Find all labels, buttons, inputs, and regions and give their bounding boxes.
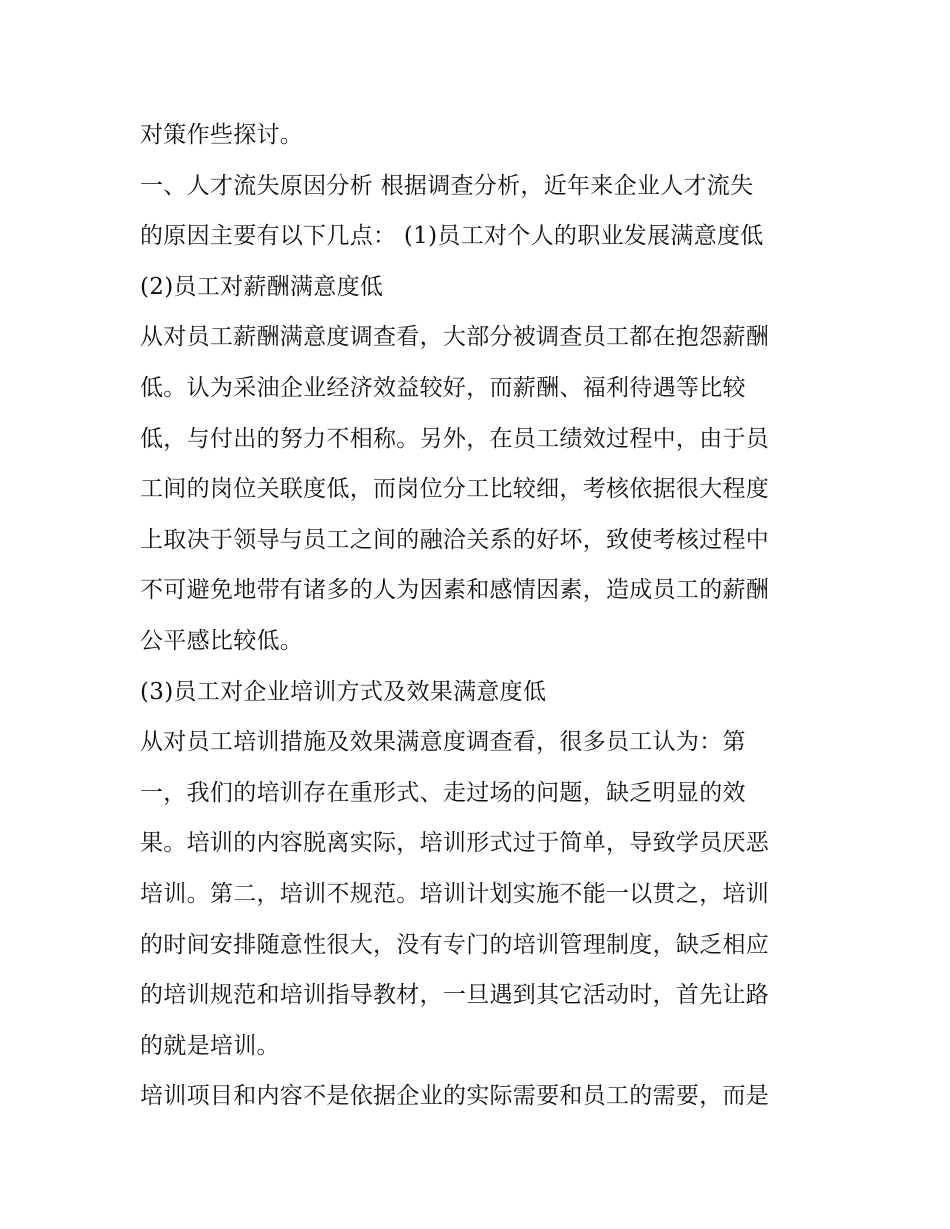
text-line: 低，与付出的努力不相称。另外，在员工绩效过程中，由于员 — [140, 425, 770, 452]
text-line: (3)员工对企业培训方式及效果满意度低 — [140, 678, 547, 705]
text-line: 对策作些探讨。 — [140, 122, 304, 148]
text-line: 一、人才流失原因分析 根据调查分析，近年来企业人才流失 — [140, 172, 754, 199]
text-line: 从对员工薪酬满意度调查看，大部分被调查员工都在抱怨薪酬 — [140, 324, 770, 351]
text-line: 低。认为采油企业经济效益较好，而薪酬、福利待遇等比较 — [140, 374, 746, 401]
text-line: 的时间安排随意性很大，没有专门的培训管理制度，缺乏相应 — [140, 931, 770, 958]
text-line: 的原因主要有以下几点： (1)员工对个人的职业发展满意度低 — [140, 223, 764, 250]
text-line: 上取决于领导与员工之间的融洽关系的好坏，致使考核过程中 — [140, 526, 770, 553]
text-line: 公平感比较低。 — [140, 627, 304, 654]
text-line: 一，我们的培训存在重形式、走过场的问题，缺乏明显的效 — [140, 779, 746, 806]
text-line: 不可避免地带有诸多的人为因素和感情因素，造成员工的薪酬 — [140, 577, 770, 604]
text-line: 的就是培训。 — [140, 1032, 280, 1059]
text-line: 培训项目和内容不是依据企业的实际需要和员工的需要，而是 — [140, 1083, 770, 1110]
text-line: 从对员工培训措施及效果满意度调查看，很多员工认为：第 — [140, 729, 746, 756]
text-line: 培训。第二，培训不规范。培训计划实施不能一以贯之，培训 — [140, 880, 770, 907]
text-line: 的培训规范和培训指导教材，一旦遇到其它活动时，首先让路 — [140, 982, 770, 1009]
document-body — [140, 110, 820, 1122]
text-line: 果。培训的内容脱离实际，培训形式过于简单，导致学员厌恶 — [140, 830, 770, 857]
text-line: (2)员工对薪酬满意度低 — [140, 273, 384, 300]
text-line: 工间的岗位关联度低，而岗位分工比较细，考核依据很大程度 — [140, 476, 770, 503]
